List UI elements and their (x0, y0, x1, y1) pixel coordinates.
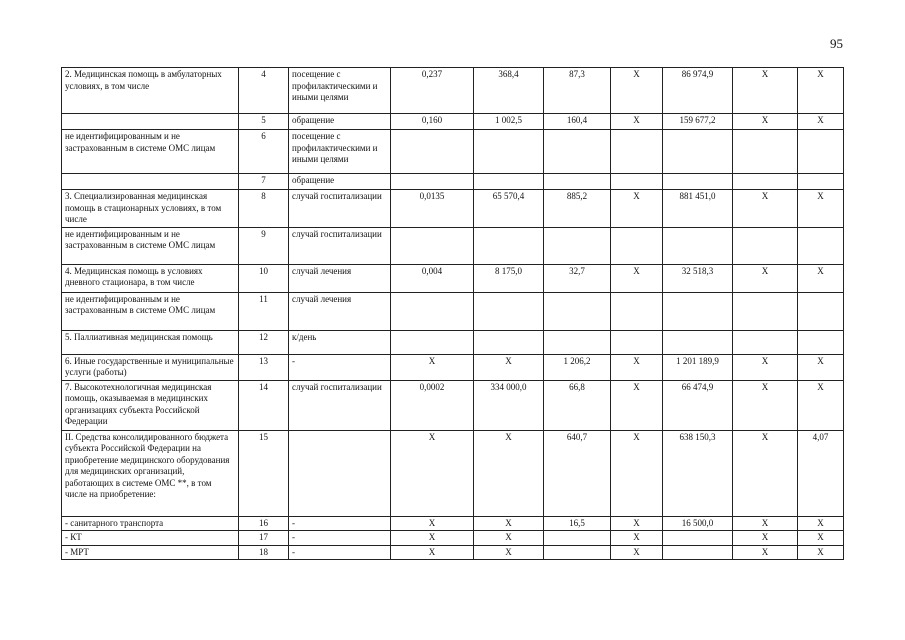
cell-value: X (474, 531, 544, 546)
cell-value (798, 227, 844, 264)
cell-label: 6. Иные государственные и муниципальные услуги (работы) (62, 354, 239, 380)
cell-value: X (611, 190, 663, 228)
cell-line-number: 15 (239, 430, 289, 516)
table-row (62, 330, 844, 354)
cell-value: X (474, 545, 544, 560)
cell-line-number: 6 (239, 130, 289, 174)
cell-value: 4,07 (798, 430, 844, 516)
table-row (62, 292, 844, 330)
cell-value: 65 570,4 (474, 190, 544, 228)
cell-value: 1 201 189,9 (663, 354, 733, 380)
cell-value (544, 174, 611, 190)
cell-value (474, 330, 544, 354)
cell-value: X (391, 545, 474, 560)
cell-line-number: 9 (239, 227, 289, 264)
cell-value: X (733, 114, 798, 130)
cell-value: X (798, 68, 844, 114)
cell-line-number: 10 (239, 264, 289, 292)
cell-value: 8 175,0 (474, 264, 544, 292)
cell-line-number: 5 (239, 114, 289, 130)
cell-value (663, 292, 733, 330)
cell-value (391, 227, 474, 264)
cell-value: X (611, 380, 663, 430)
cell-value (391, 174, 474, 190)
cell-line-number: 12 (239, 330, 289, 354)
cell-value: X (798, 354, 844, 380)
cell-label: - МРТ (62, 545, 239, 560)
cell-unit: случай госпитализации (289, 227, 391, 264)
cell-value (544, 227, 611, 264)
cell-line-number: 4 (239, 68, 289, 114)
cell-value: 16 500,0 (663, 516, 733, 531)
cell-value: 885,2 (544, 190, 611, 228)
cell-value: 16,5 (544, 516, 611, 531)
cell-value: 159 677,2 (663, 114, 733, 130)
cell-value (663, 531, 733, 546)
cell-value: X (611, 430, 663, 516)
cell-value: X (474, 516, 544, 531)
cell-label: 2. Медицинская помощь в амбулаторных условиях, в том числе (62, 68, 239, 114)
cell-unit: случай лечения (289, 264, 391, 292)
cell-unit: посещение с профилактическими и иными целями (289, 130, 391, 174)
cell-value: 66 474,9 (663, 380, 733, 430)
cell-unit: посещение с профилактическими и иными целями (289, 68, 391, 114)
cell-value: X (733, 430, 798, 516)
cell-value (733, 227, 798, 264)
cell-value (663, 130, 733, 174)
cell-value: X (391, 516, 474, 531)
cell-value (663, 227, 733, 264)
cell-value (391, 330, 474, 354)
data-table (61, 67, 844, 560)
cell-value (733, 330, 798, 354)
cell-value: X (733, 264, 798, 292)
cell-unit: - (289, 545, 391, 560)
cell-value (544, 292, 611, 330)
cell-value (544, 531, 611, 546)
cell-value (544, 130, 611, 174)
cell-value: 0,237 (391, 68, 474, 114)
cell-value (611, 174, 663, 190)
cell-value: X (798, 380, 844, 430)
cell-value: X (611, 516, 663, 531)
cell-unit: к/день (289, 330, 391, 354)
cell-value: 87,3 (544, 68, 611, 114)
table-row (62, 68, 844, 114)
cell-label: - санитарного транспорта (62, 516, 239, 531)
cell-label: - КТ (62, 531, 239, 546)
table-row (62, 264, 844, 292)
cell-value: 0,0002 (391, 380, 474, 430)
cell-value: 0,0135 (391, 190, 474, 228)
table-row (62, 114, 844, 130)
cell-value: X (474, 430, 544, 516)
cell-value: X (611, 114, 663, 130)
cell-value: X (391, 354, 474, 380)
table-row (62, 430, 844, 516)
cell-label: 7. Высокотехнологичная медицинская помощь, оказываемая в медицинских организациях субъекта Российской Федерации (62, 380, 239, 430)
cell-value (544, 545, 611, 560)
cell-value: 368,4 (474, 68, 544, 114)
cell-value: 1 002,5 (474, 114, 544, 130)
table-row (62, 130, 844, 174)
cell-value: X (474, 354, 544, 380)
cell-value (474, 292, 544, 330)
cell-label: 3. Специализированная медицинская помощь в стационарных условиях, в том числе (62, 190, 239, 228)
cell-line-number: 11 (239, 292, 289, 330)
cell-value (611, 130, 663, 174)
cell-value (733, 174, 798, 190)
cell-label: 4. Медицинская помощь в условиях дневного стационара, в том числе (62, 264, 239, 292)
cell-value: X (611, 68, 663, 114)
cell-value (391, 130, 474, 174)
cell-value: X (611, 531, 663, 546)
cell-value (663, 174, 733, 190)
cell-line-number: 18 (239, 545, 289, 560)
cell-value (474, 130, 544, 174)
cell-unit (289, 430, 391, 516)
cell-value (544, 330, 611, 354)
cell-unit: - (289, 516, 391, 531)
cell-value (391, 292, 474, 330)
cell-unit: случай лечения (289, 292, 391, 330)
page-number: 95 (830, 36, 843, 51)
table-row (62, 354, 844, 380)
cell-value: X (733, 68, 798, 114)
cell-unit: случай госпитализации (289, 190, 391, 228)
table-row (62, 174, 844, 190)
cell-line-number: 13 (239, 354, 289, 380)
cell-unit: обращение (289, 114, 391, 130)
cell-value: 86 974,9 (663, 68, 733, 114)
cell-value: X (798, 264, 844, 292)
cell-line-number: 17 (239, 531, 289, 546)
cell-value: X (611, 354, 663, 380)
cell-value (474, 227, 544, 264)
cell-value: X (798, 545, 844, 560)
cell-value: X (733, 190, 798, 228)
cell-value (663, 330, 733, 354)
cell-value: 1 206,2 (544, 354, 611, 380)
cell-value: X (391, 430, 474, 516)
cell-value (611, 330, 663, 354)
cell-value: X (391, 531, 474, 546)
table-row (62, 227, 844, 264)
cell-value: X (733, 516, 798, 531)
cell-line-number: 14 (239, 380, 289, 430)
cell-value (798, 130, 844, 174)
cell-value: 0,004 (391, 264, 474, 292)
cell-unit: случай госпитализации (289, 380, 391, 430)
cell-line-number: 8 (239, 190, 289, 228)
cell-label: 5. Паллиативная медицинская помощь (62, 330, 239, 354)
cell-unit: обращение (289, 174, 391, 190)
table-row (62, 380, 844, 430)
cell-value: X (733, 531, 798, 546)
cell-value: 640,7 (544, 430, 611, 516)
cell-value (798, 330, 844, 354)
cell-value: X (611, 264, 663, 292)
cell-line-number: 16 (239, 516, 289, 531)
table-row (62, 531, 844, 546)
cell-value: 881 451,0 (663, 190, 733, 228)
cell-value: X (798, 516, 844, 531)
cell-value (663, 545, 733, 560)
cell-label: II. Средства консолидированного бюджета субъекта Российской Федерации на приобретение медицинского оборудования для медицинских организаций, работающих в системе ОМС **, в том числе на приобретение: (62, 430, 239, 516)
cell-value: X (798, 531, 844, 546)
cell-value: X (798, 190, 844, 228)
cell-value (474, 174, 544, 190)
cell-value (611, 227, 663, 264)
cell-value (798, 174, 844, 190)
cell-value: X (733, 545, 798, 560)
cell-value (733, 292, 798, 330)
cell-label (62, 114, 239, 130)
cell-label: не идентифицированным и не застрахованным в системе ОМС лицам (62, 130, 239, 174)
cell-value: 0,160 (391, 114, 474, 130)
cell-value: 66,8 (544, 380, 611, 430)
table-row (62, 190, 844, 228)
cell-value (611, 292, 663, 330)
cell-value: X (733, 354, 798, 380)
table-row (62, 516, 844, 531)
cell-label: не идентифицированным и не застрахованным в системе ОМС лицам (62, 292, 239, 330)
cell-value: 32,7 (544, 264, 611, 292)
cell-line-number: 7 (239, 174, 289, 190)
cell-value (733, 130, 798, 174)
cell-label (62, 174, 239, 190)
cell-value: X (798, 114, 844, 130)
table-row (62, 545, 844, 560)
cell-unit: - (289, 354, 391, 380)
cell-value: 638 150,3 (663, 430, 733, 516)
cell-value: X (733, 380, 798, 430)
cell-unit: - (289, 531, 391, 546)
cell-value: X (611, 545, 663, 560)
cell-value: 334 000,0 (474, 380, 544, 430)
cell-value (798, 292, 844, 330)
cell-value: 32 518,3 (663, 264, 733, 292)
cell-label: не идентифицированным и не застрахованным в системе ОМС лицам (62, 227, 239, 264)
cell-value: 160,4 (544, 114, 611, 130)
